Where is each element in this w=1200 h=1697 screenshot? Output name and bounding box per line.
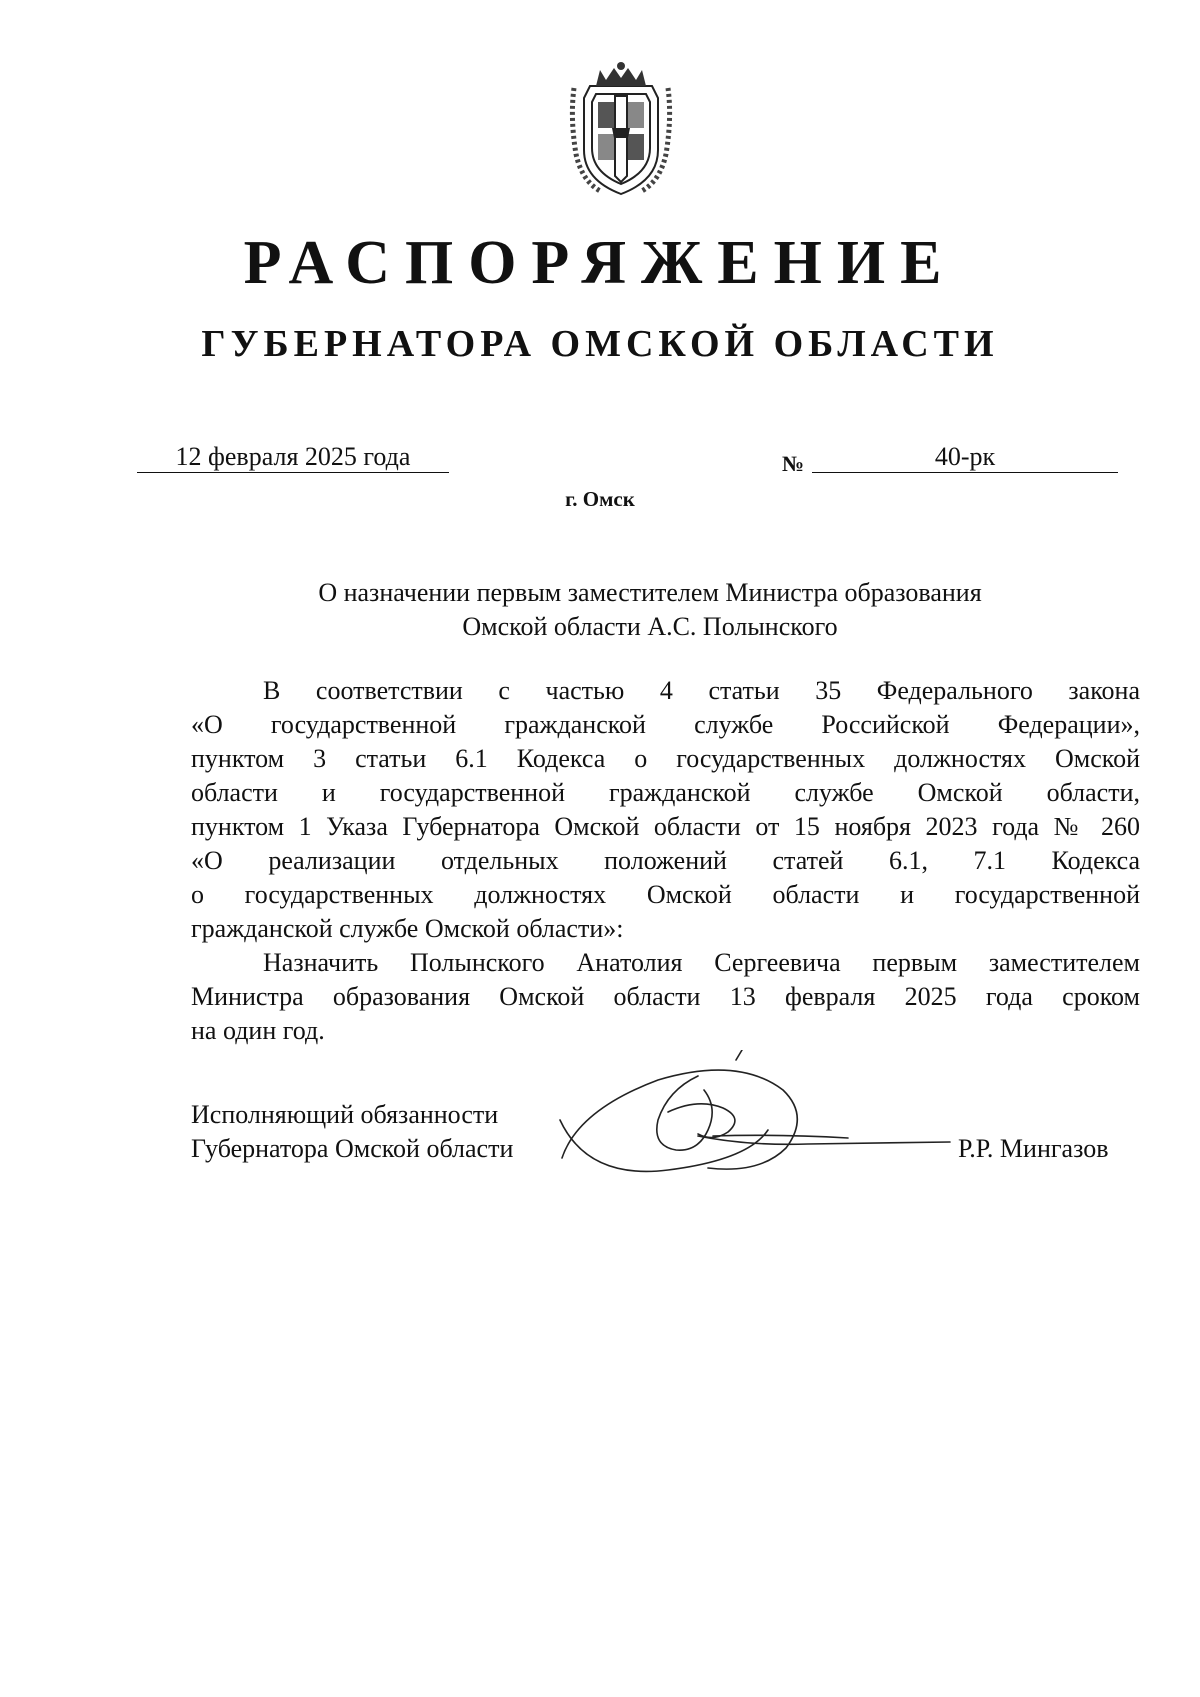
order-line: Министра образования Омской области 13 февраля 2025 года сроком	[191, 982, 1140, 1011]
number-sign: №	[782, 451, 805, 476]
order-line: Назначить Полынского Анатолия Сергеевича первым заместителем	[263, 948, 1140, 977]
signatory-position-line: Исполняющий обязанности	[191, 1100, 499, 1129]
body-line: области и государственной гражданской службе Омской области,	[191, 778, 1140, 807]
omsk-oblast-coat-of-arms-icon	[562, 58, 680, 198]
body-line: гражданской службе Омской области»:	[191, 914, 624, 943]
document-subject	[190, 576, 1110, 644]
body-line: о государственных должностях Омской области и государственной	[191, 880, 1140, 909]
body-line: «О государственной гражданской службе Российской Федерации»,	[191, 710, 1140, 739]
document-number: 40-рк	[812, 442, 1118, 473]
signatory-name: Р.Р. Мингазов	[958, 1134, 1109, 1163]
issue-city: г. Омск	[565, 487, 635, 511]
signatory-position-line: Губернатора Омской области	[191, 1134, 514, 1163]
subject-line: Омской области А.С. Полынского	[462, 612, 838, 641]
order-line: на один год.	[191, 1016, 325, 1045]
body-line: «О реализации отдельных положений статей 6.1, 7.1 Кодекса	[191, 846, 1140, 875]
body-line: пунктом 1 Указа Губернатора Омской области от 15 ноября 2023 года № 260	[191, 812, 1140, 841]
document-date: 12 февраля 2025 года	[137, 442, 449, 473]
subject-line: О назначении первым заместителем Министра образования	[318, 578, 982, 607]
signatory-position	[191, 1098, 513, 1166]
document-body	[191, 674, 1140, 1048]
issuing-authority-title: ГУБЕРНАТОРА ОМСКОЙ ОБЛАСТИ	[201, 323, 999, 365]
body-line: пунктом 3 статьи 6.1 Кодекса о государственных должностях Омской	[191, 744, 1140, 773]
document-type-title: РАСПОРЯЖЕНИЕ	[243, 229, 957, 297]
handwritten-signature-icon	[548, 1050, 968, 1200]
body-line: В соответствии с частью 4 статьи 35 Федерального закона	[263, 676, 1140, 705]
